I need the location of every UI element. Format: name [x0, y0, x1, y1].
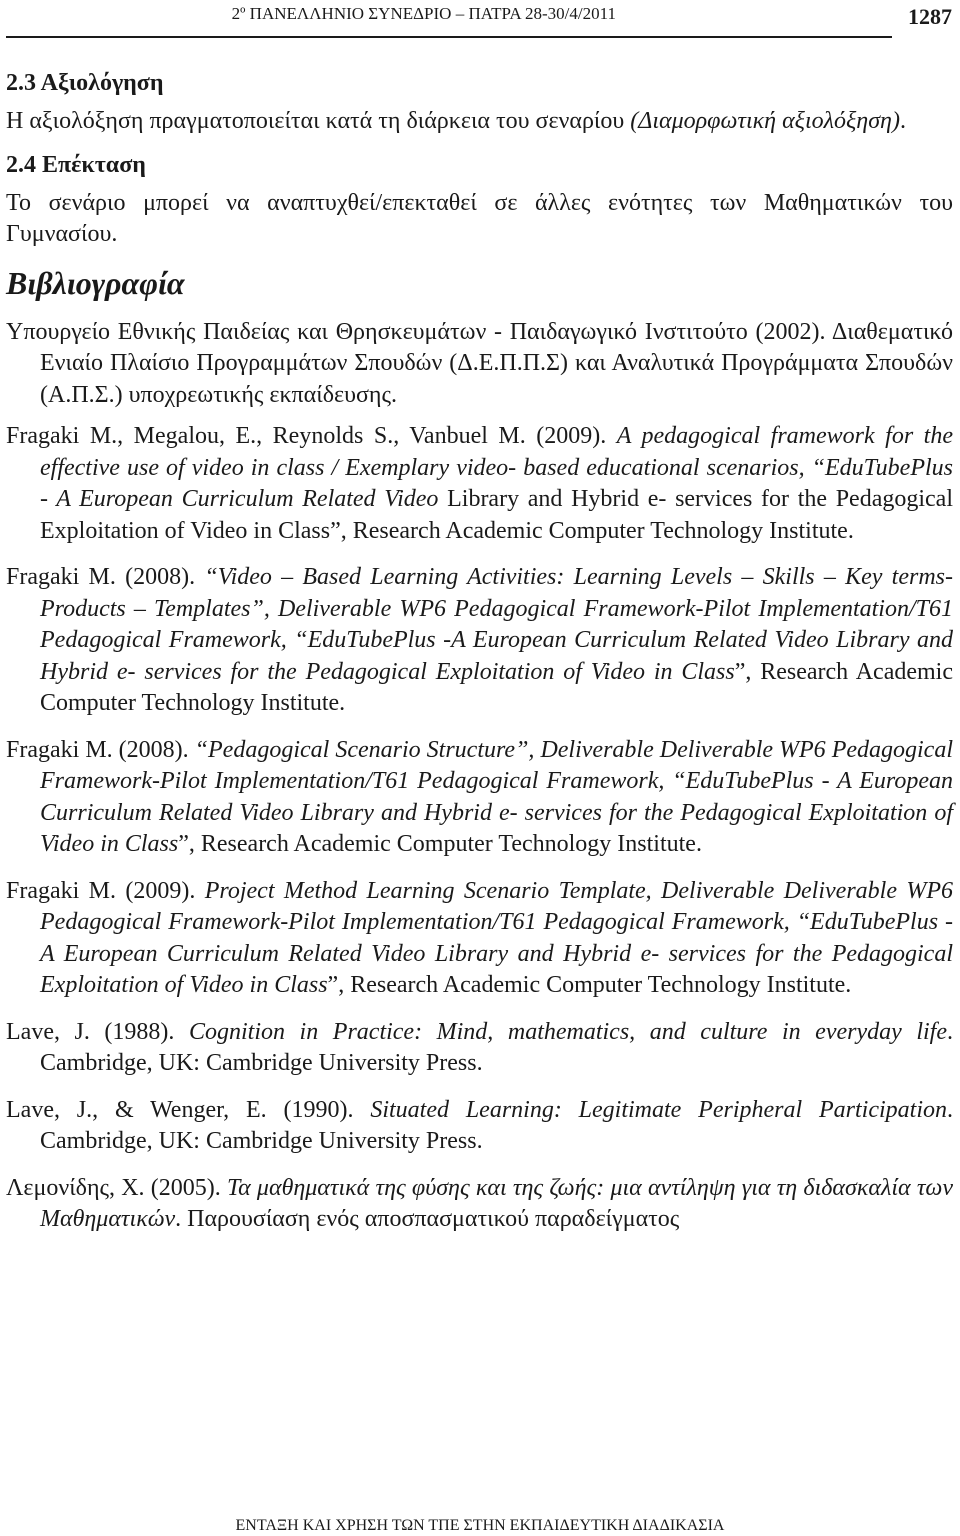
- section-2-4-title: 2.4 Επέκταση: [6, 151, 146, 178]
- section-2-3-italic: (Διαμορφωτική αξιολόξηση): [630, 108, 900, 134]
- reference-item: [6, 1173, 953, 1236]
- reference-source: ”, Research Academic Computer Technology Institute.: [178, 831, 702, 857]
- section-2-3-end: .: [899, 108, 906, 134]
- reference-source: . Cambridge, UK: Cambridge University Press.: [40, 1096, 953, 1154]
- page-number: 1287: [908, 4, 952, 29]
- bibliography-title: Βιβλιογραφία: [6, 264, 185, 301]
- reference-author: Lave, J. (1988).: [6, 1018, 189, 1045]
- reference-source: Library and Hybrid e- services for the Pedagogical Exploitation of Video in Class”, Research Academic Computer Technology Institute.: [40, 486, 953, 544]
- reference-item: [6, 421, 953, 547]
- reference-title: A pedagogical framework for the effective use of video in class / Exemplary video- based educational scenarios, “EduTubePlus - A European Curriculum Related Video: [40, 423, 953, 512]
- reference-author: Fragaki M. (2009).: [6, 877, 205, 904]
- reference-title: “Pedagogical Scenario Structure”, Deliverable Deliverable WP6 Pedagogical Framework-Pilot Implementation/T61 Pedagogical Framework, “EduTubePlus - A European Curriculum Related Video Library and Hybrid e- services for the Pedagogical Exploitation of Video in Class: [40, 736, 953, 857]
- reference-source: . Παρουσίαση ενός αποσπασματικού παραδείγματος: [175, 1206, 680, 1232]
- reference-source: ”, Research Academic Computer Technology Institute.: [327, 972, 852, 998]
- running-footer: ΕΝΤΑΞΗ ΚΑΙ ΧΡΗΣΗ ΤΩΝ ΤΠΕ ΣΤΗΝ ΕΚΠΑΙΔΕΥΤΙΚΗ ΔΙΑΔΙΚΑΣΙΑ: [235, 1517, 725, 1534]
- reference-author: Lave, J., & Wenger, E. (1990).: [6, 1096, 371, 1123]
- reference-title: “Video – Based Learning Activities: Learning Levels – Skills – Key terms- Products – Templates”, Deliverable WP6 Pedagogical Framework-Pilot Implementation/T61 Pedagogical Framework, “EduTubePlus -A European Curriculum Related Video Library and Hybrid e- services for the Pedagogical Exploitation of Video in Class: [40, 564, 954, 685]
- reference-item: [6, 562, 953, 720]
- header-rule: [6, 36, 892, 38]
- reference-item: [6, 735, 953, 861]
- reference-title: Situated Learning: Legitimate Peripheral Participation: [370, 1096, 947, 1123]
- section-2-4-text: Το σενάριο μπορεί να αναπτυχθεί/επεκταθεί σε άλλες ενότητες των Μαθηματικών του Γυμνασίου.: [6, 189, 953, 247]
- reference-item: Υπουργείο Εθνικής Παιδείας και Θρησκευμάτων - Παιδαγωγικό Ινστιτούτο (2002). Διαθεματικό Ενιαίο Πλαίσιο Προγραμμάτων Σπουδών (Δ.Ε.Π.Π.Σ) και Αναλυτικά Προγράμματα Σπουδών (Α.Π.Σ.) υποχρεωτικής εκπαίδευσης.: [6, 318, 953, 408]
- reference-author: Fragaki M., Megalou, E., Reynolds S., Vanbuel M. (2009).: [6, 423, 617, 449]
- running-header: 2º ΠΑΝΕΛΛΗΝΙΟ ΣΥΝΕΔΡΙΟ – ΠΑΤΡΑ 28-30/4/2011: [231, 4, 616, 23]
- reference-item: [6, 1017, 953, 1080]
- reference-author: Fragaki M. (2008).: [6, 564, 205, 590]
- reference-title: Cognition in Practice: Mind, mathematics, and culture in everyday life: [188, 1018, 947, 1045]
- reference-item: [6, 876, 953, 1002]
- reference-title: Τα μαθηματικά της φύσης και της ζωής: μια αντίληψη για τη διδασκαλία των Μαθηματικών: [40, 1174, 953, 1232]
- reference-source: . Cambridge, UK: Cambridge University Press.: [40, 1018, 953, 1076]
- section-2-3-body: Η αξιολόξηση πραγματοποιείται κατά τη διάρκεια του σεναρίου: [6, 108, 631, 134]
- reference-item: [6, 1095, 953, 1158]
- section-2-3-title: 2.3 Αξιολόγηση: [6, 70, 164, 96]
- page-content: [6, 68, 953, 1251]
- reference-author: Fragaki M. (2008).: [6, 736, 195, 763]
- section-2-3-text: [6, 106, 953, 138]
- reference-source: ”, Research Academic Computer Technology Institute.: [40, 658, 953, 716]
- reference-title: Project Method Learning Scenario Template, Deliverable Deliverable WP6 Pedagogical Framework-Pilot Implementation/T61 Pedagogical Framework, “EduTubePlus -A European Curriculum Related Video Library and Hybrid e- services for the Pedagogical Exploitation of Video in Class: [40, 877, 953, 998]
- reference-author: Λεμονίδης, Χ. (2005).: [6, 1174, 227, 1201]
